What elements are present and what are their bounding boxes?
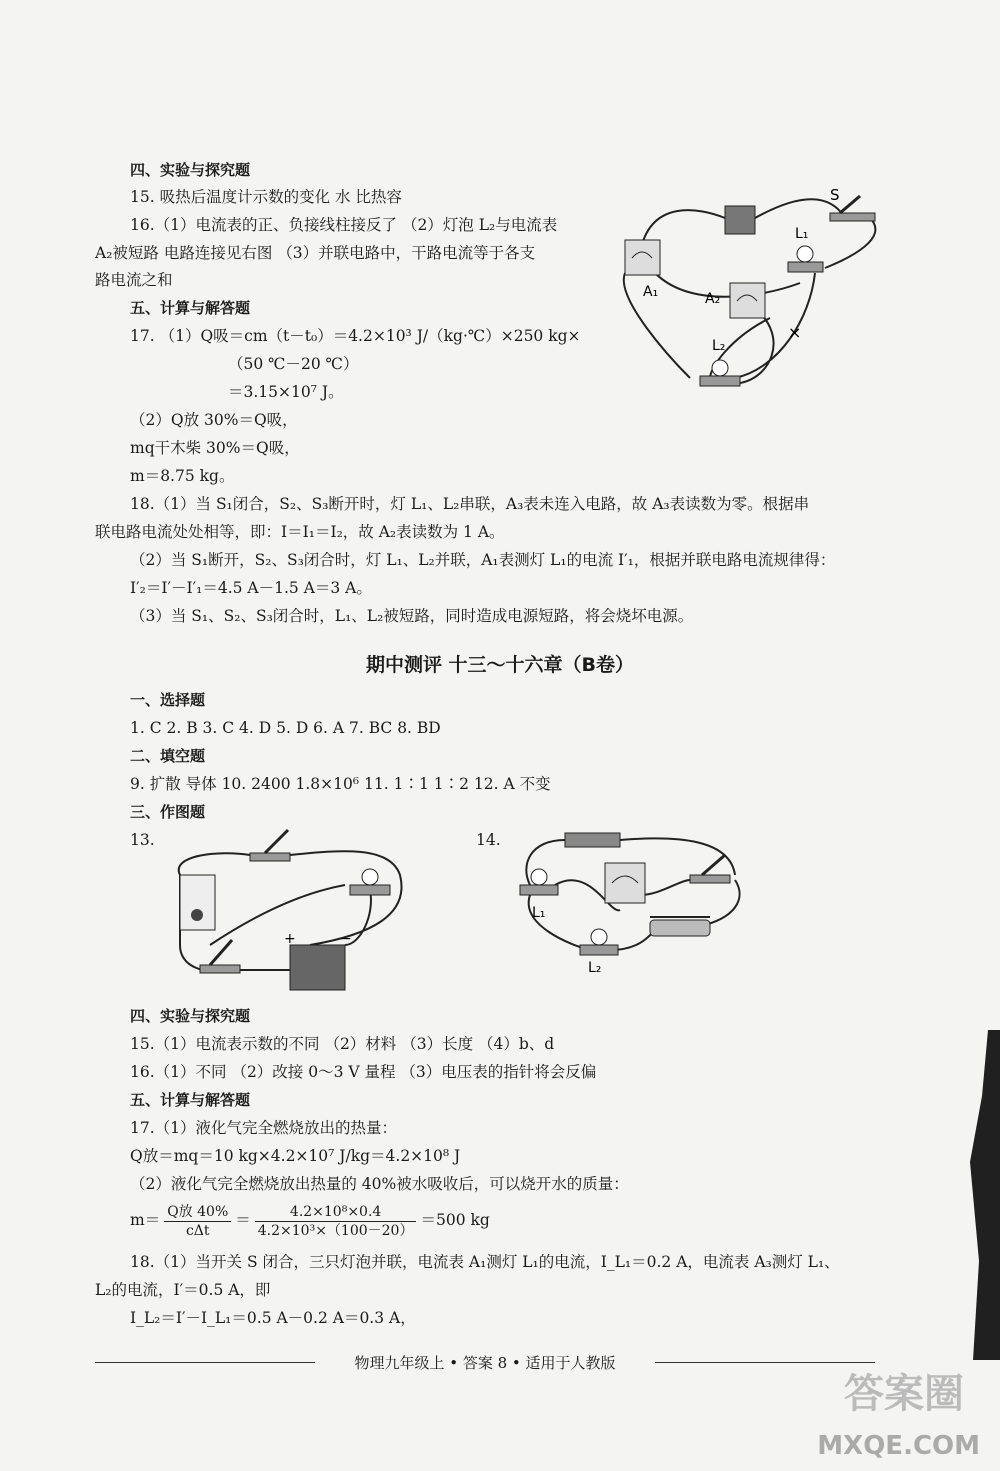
section-heading: 四、实验与探究题	[130, 161, 251, 179]
voltmeter-icon	[605, 863, 645, 903]
page-edge-shadow	[970, 1030, 1000, 1360]
section-heading: 一、选择题	[130, 691, 206, 709]
answer-line: 联电路电流处处相等，即：I＝I₁＝I₂，故 A₂表读数为 1 A。	[95, 523, 505, 541]
section-heading: 五、计算与解答题	[130, 1091, 251, 1109]
switch-icon	[690, 855, 730, 883]
battery-icon	[565, 833, 620, 847]
answer-line: 9. 扩散 导体 10. 2400 1.8×10⁶ 11. 1∶1 1∶2 12. A 不变	[130, 775, 551, 793]
lamp-icon	[700, 360, 740, 386]
answer-line: I′₂＝I′－I′₁＝4.5 A－1.5 A＝3 A。	[130, 579, 372, 597]
circuit-diagram-q16	[610, 178, 895, 398]
plus-sign: +	[284, 931, 296, 947]
formula-line: m＝ $\frac{\text{Q放 40\%}}{\text{cΔt}}$ ＝ $\frac{\text{4.2×10⁸×0.4}}{\text{4.2×10³×（100－20）}}$ ＝500 kg	[130, 1203, 490, 1239]
answer-line: m＝8.75 kg。	[130, 467, 235, 485]
rheostat-icon	[650, 917, 710, 936]
answer-line: 18.（1）当开关 S 闭合，三只灯泡并联，电流表 A₁测灯 L₁的电流，I_L₁＝0.2 A，电流表 A₃测灯 L₁、	[130, 1253, 840, 1271]
minus-sign: −	[340, 931, 352, 947]
answer-line: 17.（1）液化气完全燃烧放出的热量：	[130, 1119, 398, 1137]
watermark-url: MXQE.COM	[817, 1431, 980, 1461]
watermark-logo: 答案圈	[844, 1371, 964, 1417]
bell-icon	[180, 875, 215, 930]
ammeter-icon	[730, 283, 765, 318]
label-L1: L₁	[795, 226, 809, 242]
page-footer: 物理九年级上 • 答案 8 • 适用于人教版	[95, 1352, 875, 1373]
battery-icon	[290, 945, 345, 990]
section-heading: 三、作图题	[130, 803, 206, 821]
lamp-icon	[350, 869, 390, 895]
answer-line: （3）当 S₁、S₂、S₃闭合时，L₁、L₂被短路，同时造成电源短路，将会烧坏电源。	[130, 607, 694, 625]
cross-mark: ×	[788, 323, 802, 342]
label-S: S	[830, 186, 840, 204]
answer-line: ＝3.15×10⁷ J。	[228, 383, 344, 401]
answer-line: 16.（1）电流表的正、负接线柱接反了 （2）灯泡 L₂与电流表	[130, 216, 558, 234]
answer-line: 路电流之和	[95, 271, 173, 289]
label-L2: L₂	[712, 338, 726, 354]
answer-line: L₂的电流，I′＝0.5 A，即	[95, 1281, 271, 1299]
circuit-diagram-q13	[160, 825, 410, 995]
question-number: 13.	[130, 831, 155, 849]
switch-icon	[200, 940, 240, 973]
label-A2: A₂	[705, 291, 721, 307]
label-L2: L₂	[588, 960, 602, 975]
lamp-icon	[580, 929, 618, 955]
ammeter-icon	[625, 240, 660, 275]
answer-line: 17. （1）Q吸＝cm（t－t₀）＝4.2×10³ J/（kg·℃）×250 kg×	[130, 327, 581, 345]
answer-line: 16.（1）不同 （2）改接 0～3 V 量程 （3）电压表的指针将会反偏	[130, 1063, 597, 1081]
answer-line: （2）Q放 30%＝Q吸，	[130, 411, 298, 429]
answer-line: 1. C 2. B 3. C 4. D 5. D 6. A 7. BC 8. BD	[130, 719, 441, 737]
answer-line: （2）当 S₁断开，S₂、S₃闭合时，灯 L₁、L₂并联，A₁表测灯 L₁的电流 I′₁，根据并联电路电流规律得：	[130, 551, 836, 569]
answer-line: 15. 吸热后温度计示数的变化 水 比热容	[130, 188, 402, 206]
answer-line: mq干木柴 30%＝Q吸，	[130, 439, 300, 457]
footer-rule	[95, 1362, 315, 1363]
label-L1: L₁	[532, 905, 546, 921]
section-heading: 二、填空题	[130, 747, 206, 765]
label-A1: A₁	[643, 284, 659, 300]
switch-icon	[250, 830, 290, 861]
lamp-icon	[788, 246, 823, 272]
section-heading: 五、计算与解答题	[130, 299, 251, 317]
answer-line: A₂被短路 电路连接见右图 （3）并联电路中，干路电流等于各支	[95, 244, 536, 262]
answer-line: 15.（1）电流表示数的不同 （2）材料 （3）长度 （4）b、d	[130, 1035, 555, 1053]
answer-line: （50 ℃－20 ℃）	[228, 355, 359, 373]
question-number: 14.	[476, 831, 501, 849]
section-heading: 四、实验与探究题	[130, 1007, 251, 1025]
answer-line: 18.（1）当 S₁闭合，S₂、S₃断开时，灯 L₁、L₂串联，A₃表未连入电路，故 A₃表读数为零。根据串	[130, 495, 810, 513]
answer-line: I_L₂＝I′－I_L₁＝0.5 A－0.2 A＝0.3 A，	[130, 1309, 416, 1327]
circuit-diagram-q14	[510, 825, 750, 975]
battery-icon	[725, 206, 755, 234]
page-title: 期中测评 十三～十六章（B卷）	[365, 654, 635, 676]
footer-rule	[655, 1362, 875, 1363]
answer-line: （2）液化气完全燃烧放出热量的 40%被水吸收后，可以烧开水的质量：	[130, 1175, 629, 1193]
answer-line: Q放＝mq＝10 kg×4.2×10⁷ J/kg＝4.2×10⁸ J	[130, 1147, 461, 1165]
